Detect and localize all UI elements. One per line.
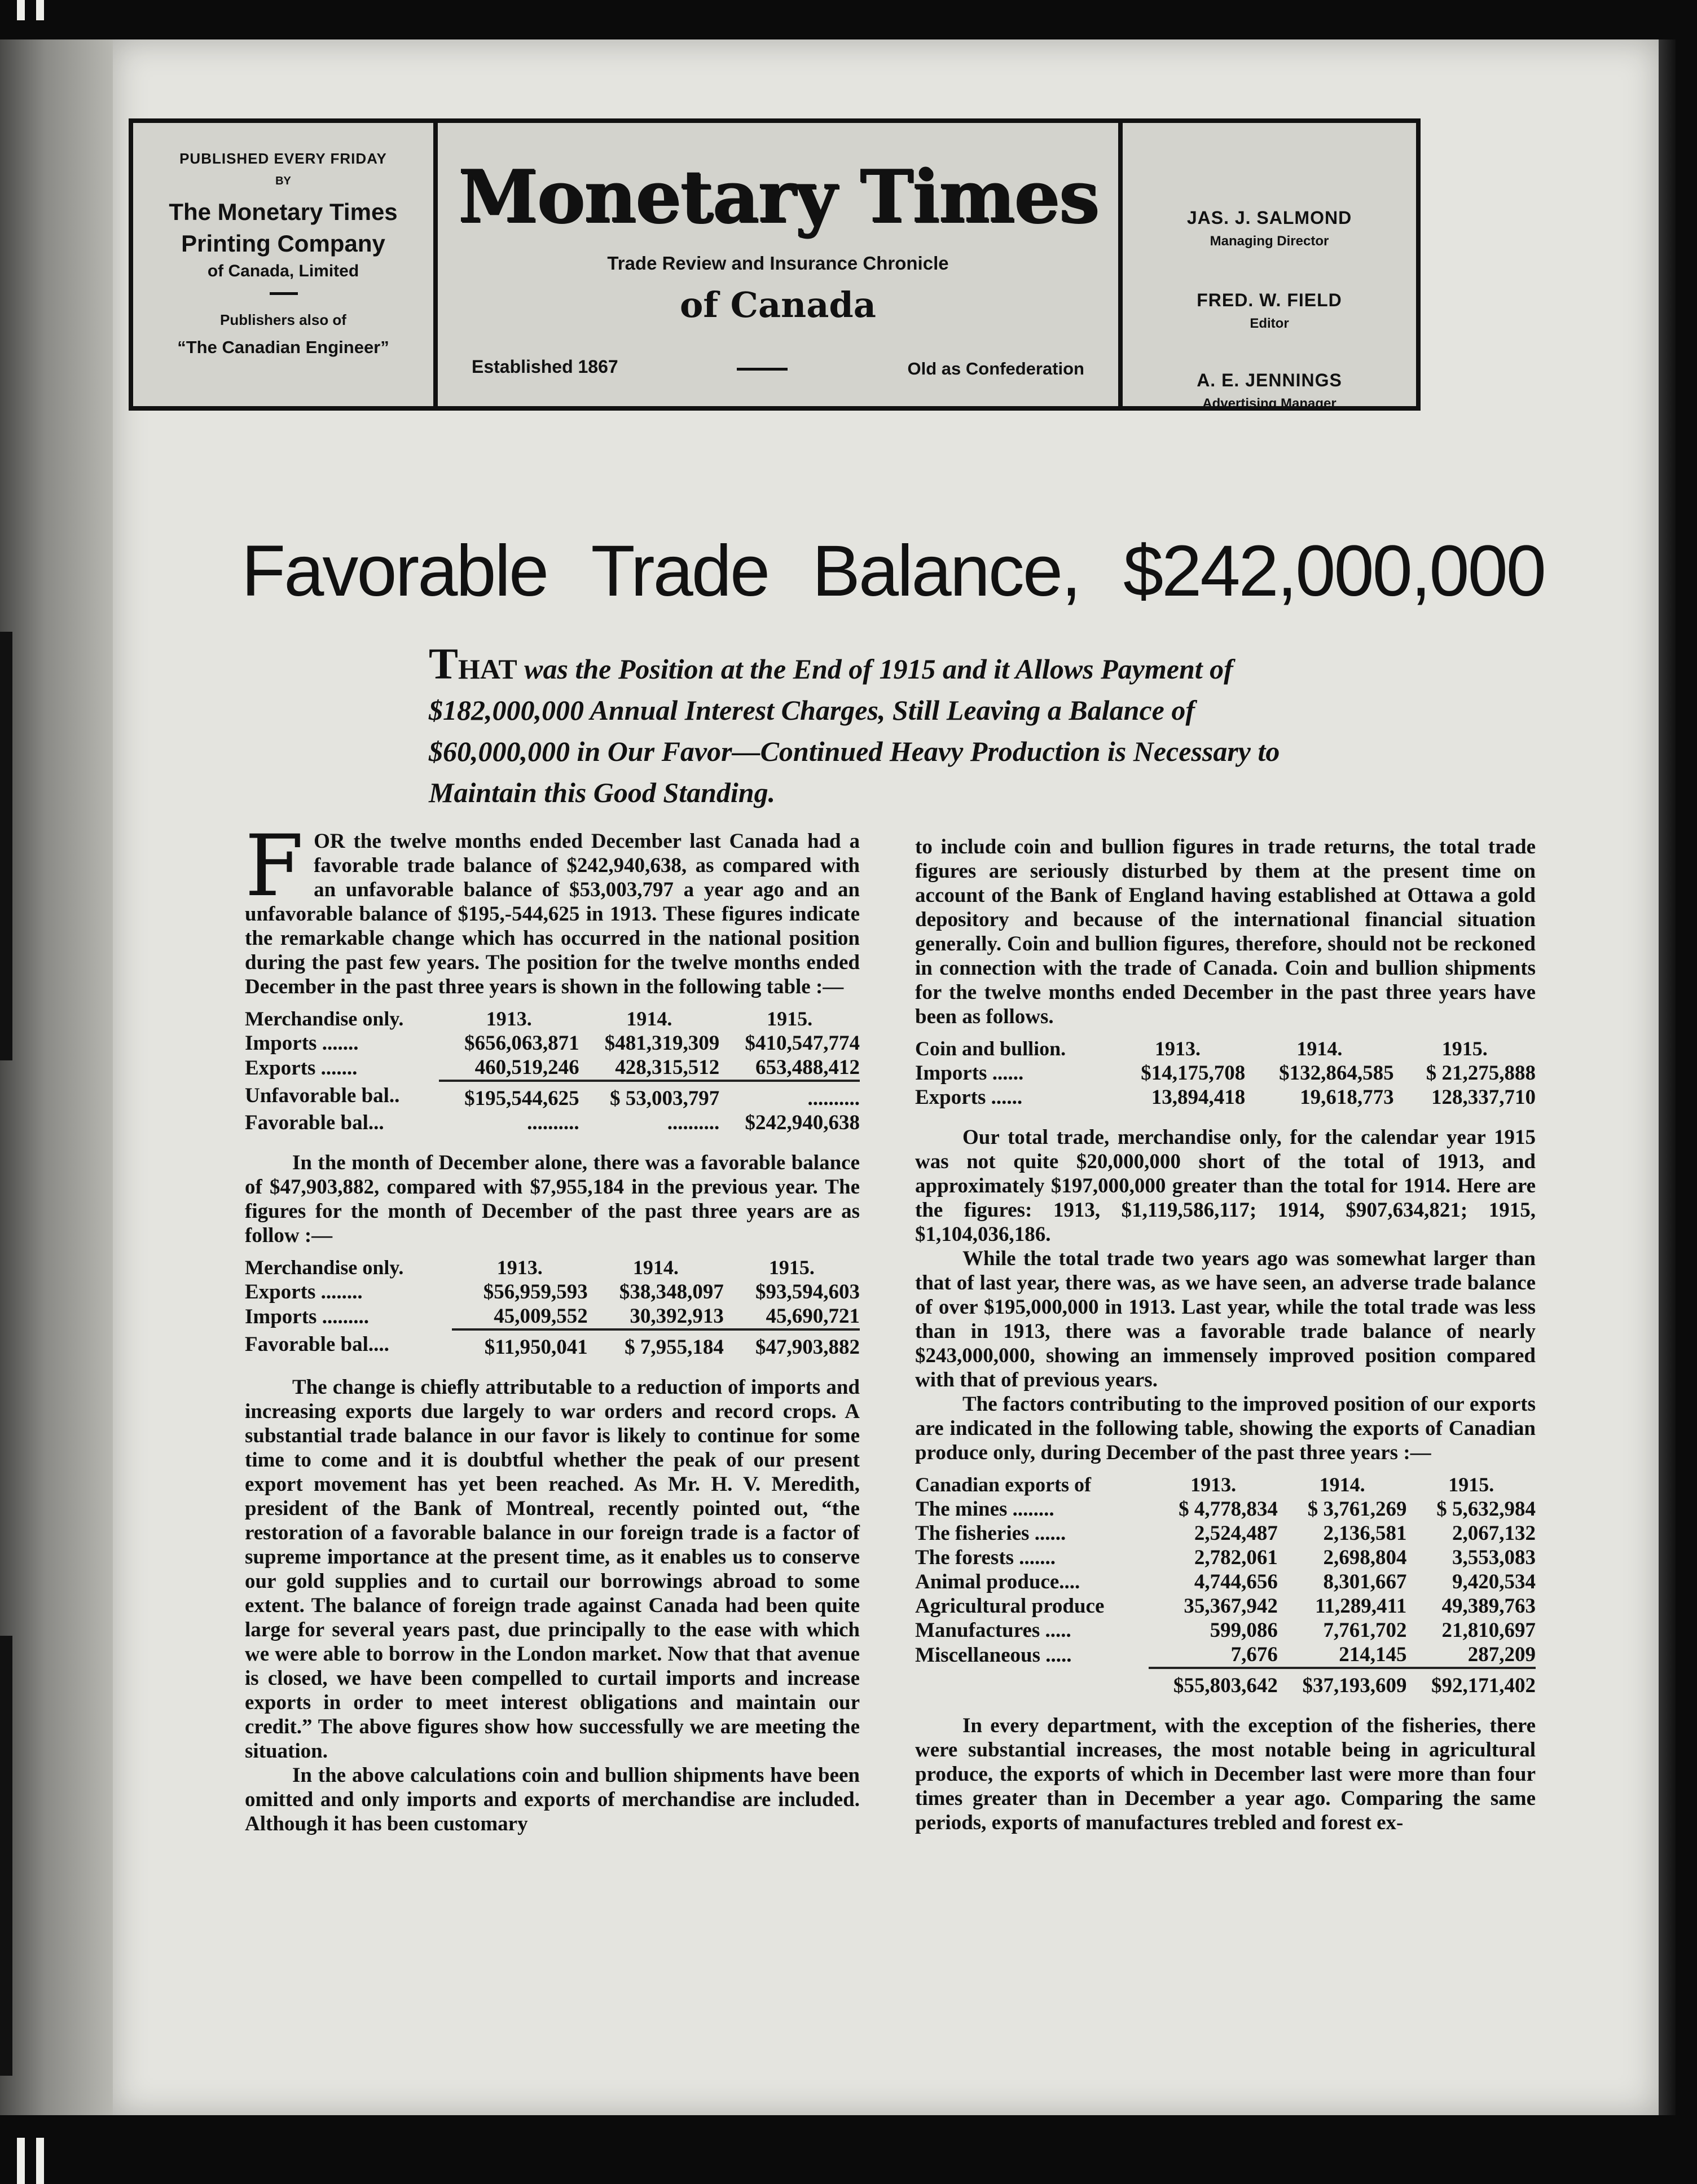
table-cell: .......... [719, 1081, 860, 1111]
table-cell: Exports ........ [245, 1280, 363, 1304]
paragraph: In every department, with the exception of the fisheries, there were substantial increases, the most notable being in agricultural produce, the exports of which in December last were more than four times greater than in December a year ago. Comparing the same periods, exports of manufactures trebled and forest ex- [915, 1714, 1536, 1834]
page-edge-shadow [1659, 39, 1676, 2115]
table-merchandise-december [245, 1256, 860, 1359]
publisher-company: The Monetary Times Printing Company [169, 199, 398, 257]
table-cell: 128,337,710 [1431, 1086, 1536, 1109]
table-row [915, 1668, 1536, 1698]
paragraph: The factors contributing to the improved position of our exports are indicated in the following table, showing the exports of Canadian produce only, during December of the past three years :— [915, 1393, 1536, 1464]
film-mark-bottom [17, 2138, 25, 2184]
deck [429, 639, 1343, 813]
table-row [915, 1497, 1536, 1521]
table-row [915, 1618, 1536, 1643]
table-row [245, 1111, 860, 1135]
sister-publication: “The Canadian Engineer” [177, 337, 389, 357]
staff-name: A. E. JENNINGS [1197, 370, 1342, 390]
table-cell: 2,136,581 [1323, 1522, 1407, 1545]
headline-amount: $242,000,000 [1123, 531, 1545, 611]
table-cell: $ 53,003,797 [579, 1081, 720, 1111]
table-cell: $ 3,761,269 [1307, 1498, 1407, 1521]
table-row [915, 1085, 1536, 1109]
table-cell: 1914. [1319, 1473, 1365, 1496]
table-cell: 653,488,412 [755, 1056, 860, 1079]
table-coin-bullion [915, 1037, 1536, 1109]
table-cell: 9,420,534 [1452, 1570, 1536, 1593]
headline-word: Trade [591, 531, 769, 611]
publication-title: Monetary Times [458, 155, 1098, 239]
staff-name: FRED. W. FIELD [1197, 290, 1342, 310]
table-merchandise-annual [245, 1007, 860, 1135]
masthead-publisher-panel [133, 123, 438, 406]
table-cell: 45,009,552 [494, 1305, 588, 1328]
table-cell: 19,618,773 [1300, 1086, 1394, 1109]
drop-cap: F [245, 817, 304, 915]
staff-role: Editor [1250, 316, 1289, 331]
published-by: BY [275, 175, 291, 187]
table-cell: 2,067,132 [1452, 1522, 1536, 1545]
deck-text: was the Position at the End of 1915 and it Allows Payment of $182,000,000 Annual Interest Charges, Still Leaving a Balance of $60,000,000 in Our Favor—Continued Heavy Production is Necessary to Maintain this Good Standing. [429, 653, 1280, 808]
table-cell: Favorable bal.... [245, 1333, 389, 1356]
table-cell: $410,547,774 [745, 1032, 860, 1055]
table-header [915, 1473, 1536, 1497]
table-cell: 3,553,083 [1452, 1546, 1536, 1569]
table-cell: The fisheries ...... [915, 1522, 1066, 1545]
table-cell: 2,524,487 [1194, 1522, 1278, 1545]
table-cell: 1913. [1154, 1037, 1201, 1060]
table-cell: $242,940,638 [745, 1111, 860, 1134]
divider [270, 292, 298, 295]
table-cell: $195,544,625 [439, 1081, 579, 1111]
table-row [915, 1061, 1536, 1085]
publisher-company-suffix: of Canada, Limited [207, 262, 359, 280]
masthead-staff-panel [1123, 123, 1416, 411]
table-cell: Exports ...... [915, 1086, 1023, 1109]
table-cell: $11,950,041 [452, 1329, 588, 1359]
table-row [245, 1329, 860, 1359]
table-cell: 35,367,942 [1184, 1595, 1278, 1618]
table-cell: 1915. [767, 1007, 813, 1030]
table-cell: $ 7,955,184 [588, 1329, 724, 1359]
published-every-friday: PUBLISHED EVERY FRIDAY [179, 150, 387, 167]
table-cell: $47,903,882 [724, 1329, 860, 1359]
table-cell: 428,315,512 [615, 1056, 720, 1079]
table-cell: 21,810,697 [1441, 1619, 1536, 1642]
table-cell: 13,894,418 [1151, 1086, 1246, 1109]
table-row [245, 1081, 860, 1111]
headline-word: Favorable [241, 531, 548, 611]
table-row [915, 1521, 1536, 1545]
table-cell: Agricultural produce [915, 1595, 1105, 1618]
table-cell: The forests ....... [915, 1546, 1056, 1569]
paragraph: In the above calculations coin and bullion shipments have been omitted and only imports and exports of merchandise are included. Although it has been customary [245, 1764, 860, 1835]
table-cell: The mines ........ [915, 1498, 1054, 1521]
table-cell: Favorable bal... [245, 1111, 384, 1134]
headline [241, 529, 1545, 614]
table-cell: $14,175,708 [1141, 1062, 1246, 1085]
table-cell: Unfavorable bal.. [245, 1084, 400, 1107]
table-cell: $481,319,309 [604, 1032, 720, 1055]
table-header [245, 1256, 860, 1280]
table-cell: 2,782,061 [1194, 1546, 1278, 1569]
established-year: Established 1867 [472, 356, 618, 377]
paragraph: to include coin and bullion figures in trade returns, the total trade figures are seriously disturbed by them at the present time on account of the Bank of England having established at Ottawa a gold depository and because of the international financial situation generally. Coin and bullion figures, therefore, should not be reckoned in connection with the trade of Canada. Coin and bullion shipments for the twelve months ended December in the past three years have been as follows. [915, 835, 1536, 1028]
table-cell: $38,348,097 [619, 1280, 724, 1304]
table-row [245, 1055, 860, 1081]
article-column-right [915, 835, 1536, 1835]
table-cell: .......... [527, 1111, 579, 1134]
table-cell: 4,744,656 [1194, 1570, 1278, 1593]
table-cell [915, 1668, 1149, 1698]
table-cell: $55,803,642 [1149, 1668, 1278, 1698]
table-cell: 1915. [1441, 1037, 1488, 1060]
staff-name: JAS. J. SALMOND [1186, 208, 1352, 228]
table-cell: Canadian exports of [915, 1473, 1092, 1496]
table-cell: 460,519,246 [474, 1056, 579, 1079]
deck-first-word: HAT [458, 653, 517, 685]
staff-role: Advertising Manager [1202, 396, 1337, 411]
table-cell: $37,193,609 [1278, 1668, 1407, 1698]
table-cell: $92,171,402 [1406, 1668, 1536, 1698]
table-cell: .......... [667, 1111, 720, 1134]
table-row [915, 1643, 1536, 1668]
table-cell: 1914. [1296, 1037, 1343, 1060]
table-cell: Animal produce.... [915, 1570, 1080, 1593]
table-row [915, 1545, 1536, 1570]
table-cell: 287,209 [1467, 1643, 1536, 1666]
paragraph: In the month of December alone, there was a favorable balance of $47,903,882, compared with $7,955,184 in the previous year. The figures for the month of December of the past three years are as follow :— [245, 1151, 860, 1247]
divider [737, 368, 788, 371]
table-cell: 49,389,763 [1441, 1595, 1536, 1618]
staff-role: Managing Director [1210, 234, 1329, 249]
table-cell: 7,761,702 [1323, 1619, 1407, 1642]
table-row [245, 1304, 860, 1329]
masthead [129, 118, 1421, 411]
film-mark-top [17, 0, 25, 20]
table-cell: 45,690,721 [766, 1305, 860, 1328]
table-cell: Miscellaneous ..... [915, 1644, 1072, 1667]
table-cell: Merchandise only. [245, 1007, 404, 1030]
paragraph: While the total trade two years ago was somewhat larger than that of last year, there was, as we have seen, an adverse trade balance of over $195,000,000 in 1913. Last year, while the total trade was less than in 1913, there was a favorable trade balance of nearly $243,000,000, showing an immensely improved position compared with that of previous years. [915, 1247, 1536, 1392]
table-canadian-exports [915, 1473, 1536, 1698]
table-cell: $ 5,632,984 [1436, 1498, 1536, 1521]
table-cell: $132,864,585 [1279, 1062, 1394, 1085]
table-cell: Merchandise only. [245, 1256, 404, 1279]
headline-word: Balance, [812, 531, 1080, 611]
paragraph: Our total trade, merchandise only, for the calendar year 1915 was not quite $20,000,000 short of the total of 1913, and approximately $197,000,000 greater than the total for 1914. Here are the figures: 1913, $1,119,586,117; 1914, $907,634,821; 1915, $1,104,036,186. [915, 1126, 1536, 1246]
table-cell: 1913. [496, 1256, 543, 1279]
table-header [915, 1037, 1536, 1061]
film-mark-top-2 [36, 0, 44, 20]
table-cell: 1915. [768, 1256, 815, 1279]
table-cell: 599,086 [1210, 1619, 1278, 1642]
table-cell: Coin and bullion. [915, 1037, 1066, 1060]
table-cell: $56,959,593 [483, 1280, 588, 1304]
table-cell: Manufactures ..... [915, 1619, 1071, 1642]
table-cell: $ 4,778,834 [1179, 1498, 1278, 1521]
table-row [245, 1031, 860, 1055]
publication-subtitle: Trade Review and Insurance Chronicle [607, 253, 949, 274]
table-cell: 7,676 [1230, 1643, 1278, 1666]
table-row [915, 1594, 1536, 1618]
table-cell: 11,289,411 [1315, 1595, 1407, 1618]
table-cell: 8,301,667 [1323, 1570, 1407, 1593]
paragraph: The change is chiefly attributable to a reduction of imports and increasing exports due largely to war orders and record crops. A substantial trade balance in our favor is likely to continue for some time to come and it is doubtful whether the peak of our present export movement has yet been reached. As Mr. H. V. Meredith, president of the Bank of Montreal, recently pointed out, “the restoration of a favorable balance in our foreign trade is a factor of supreme importance at the present time, as it enables us to conserve our gold supplies and to curtail our borrowings abroad to some extent. The balance of foreign trade against Canada had been quite large for several years past, due principally to the ease with which we were able to borrow in the London market. Now that that avenue is closed, we have been compelled to curtail imports and increase exports in order to meet interest obligations and maintain our credit.” The above figures show how successfully we are meeting the situation. [245, 1376, 860, 1763]
table-row [245, 1280, 860, 1304]
table-cell: 30,392,913 [630, 1305, 724, 1328]
paragraph [245, 817, 860, 999]
publishers-also-label: Publishers also of [220, 311, 346, 328]
table-cell: 1914. [626, 1007, 672, 1030]
table-cell: Exports ....... [245, 1056, 358, 1080]
adjacent-page-edge [0, 39, 113, 2115]
table-cell: 1914. [632, 1256, 679, 1279]
paragraph-text: OR the twelve months ended December last Canada had a favorable trade balance of $242,940,638, as compared with an unfavorable balance of $53,003,797 a year ago and an unfavorable balance of $195,-544,625 in 1913. These figures indicate the remarkable change which has occurred in the national position during the past few years. The position for the twelve months ended December in the past three years is shown in the following table :— [245, 830, 860, 998]
table-cell: 214,145 [1339, 1643, 1407, 1666]
masthead-title-panel [438, 123, 1123, 406]
table-cell: $656,063,871 [464, 1032, 579, 1055]
table-cell: 2,698,804 [1323, 1546, 1407, 1569]
table-cell: $93,594,603 [755, 1280, 860, 1304]
table-cell: Imports ...... [915, 1062, 1024, 1085]
table-row [915, 1570, 1536, 1594]
table-cell: 1913. [1190, 1473, 1237, 1496]
table-cell: $ 21,275,888 [1426, 1062, 1536, 1085]
film-mark-bottom-2 [36, 2138, 44, 2184]
table-cell: Imports ....... [245, 1032, 359, 1055]
old-as-confederation: Old as Confederation [907, 359, 1084, 378]
article-column-left [245, 817, 860, 1836]
table-cell: 1915. [1448, 1473, 1494, 1496]
publication-of-canada: of Canada [680, 284, 876, 325]
table-cell: 1913. [486, 1007, 532, 1030]
deck-initial: T [429, 639, 459, 688]
table-header [245, 1007, 860, 1031]
table-cell: Imports ......... [245, 1305, 369, 1328]
